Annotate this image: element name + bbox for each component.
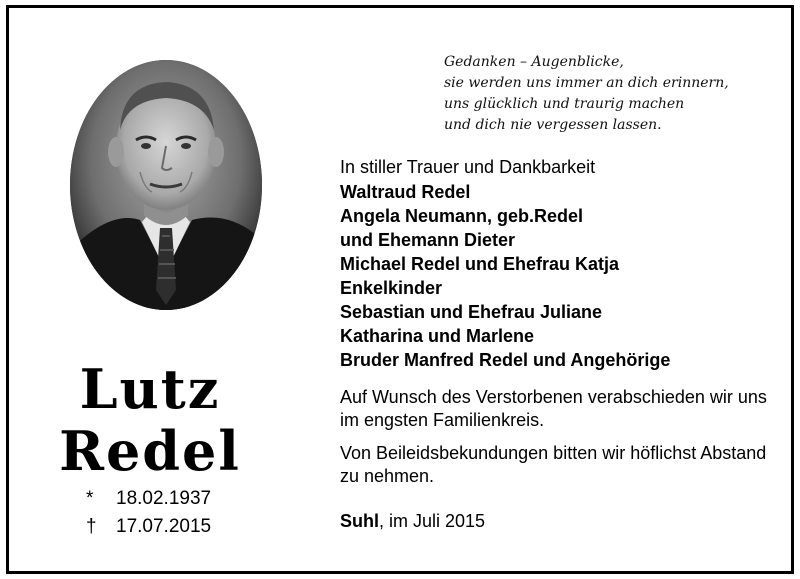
- mourner-line: Sebastian und Ehefrau Juliane: [340, 302, 603, 322]
- condolence-note: Von Beileidsbekundungen bitten wir höflichst Abstand zu nehmen.: [340, 443, 767, 486]
- mourner-line: und Ehemann Dieter: [340, 230, 516, 250]
- farewell-note: Auf Wunsch des Verstorbenen verabschieden wir uns im engsten Familienkreis.: [340, 387, 767, 430]
- mourner-line: Waltraud Redel: [340, 182, 471, 202]
- poem: [444, 52, 729, 136]
- mourner-line: Angela Neumann, geb.Redel: [340, 206, 584, 226]
- mourners-list: [340, 180, 670, 372]
- mourner-line: Enkelkinder: [340, 278, 443, 298]
- cross-icon: †: [86, 516, 97, 537]
- deceased-last-name: Redel: [59, 419, 241, 483]
- mourner-line: Michael Redel und Ehefrau Katja: [340, 254, 620, 274]
- poem-line: uns glücklich und traurig machen: [444, 96, 685, 112]
- birth-star-icon: *: [86, 488, 94, 509]
- mourner-line: Katharina und Marlene: [340, 326, 535, 346]
- poem-line: sie werden uns immer an dich erinnern,: [444, 75, 729, 91]
- poem-line: Gedanken – Augenblicke,: [444, 54, 624, 70]
- life-dates: [86, 485, 211, 541]
- portrait-photo: [70, 60, 262, 310]
- place-date: [340, 510, 485, 533]
- birth-date: 18.02.1937: [116, 488, 212, 509]
- poem-line: und dich nie vergessen lassen.: [444, 117, 662, 133]
- birth-date-row: [86, 485, 211, 513]
- death-date: 17.07.2015: [116, 516, 212, 537]
- mourning-intro: In stiller Trauer und Dankbarkeit: [340, 157, 596, 177]
- death-date-row: [86, 513, 211, 541]
- place-city: Suhl: [340, 511, 379, 531]
- place-date-text: , im Juli 2015: [379, 511, 486, 531]
- deceased-first-name: Lutz: [79, 357, 221, 421]
- mourner-line: Bruder Manfred Redel und Angehörige: [340, 350, 671, 370]
